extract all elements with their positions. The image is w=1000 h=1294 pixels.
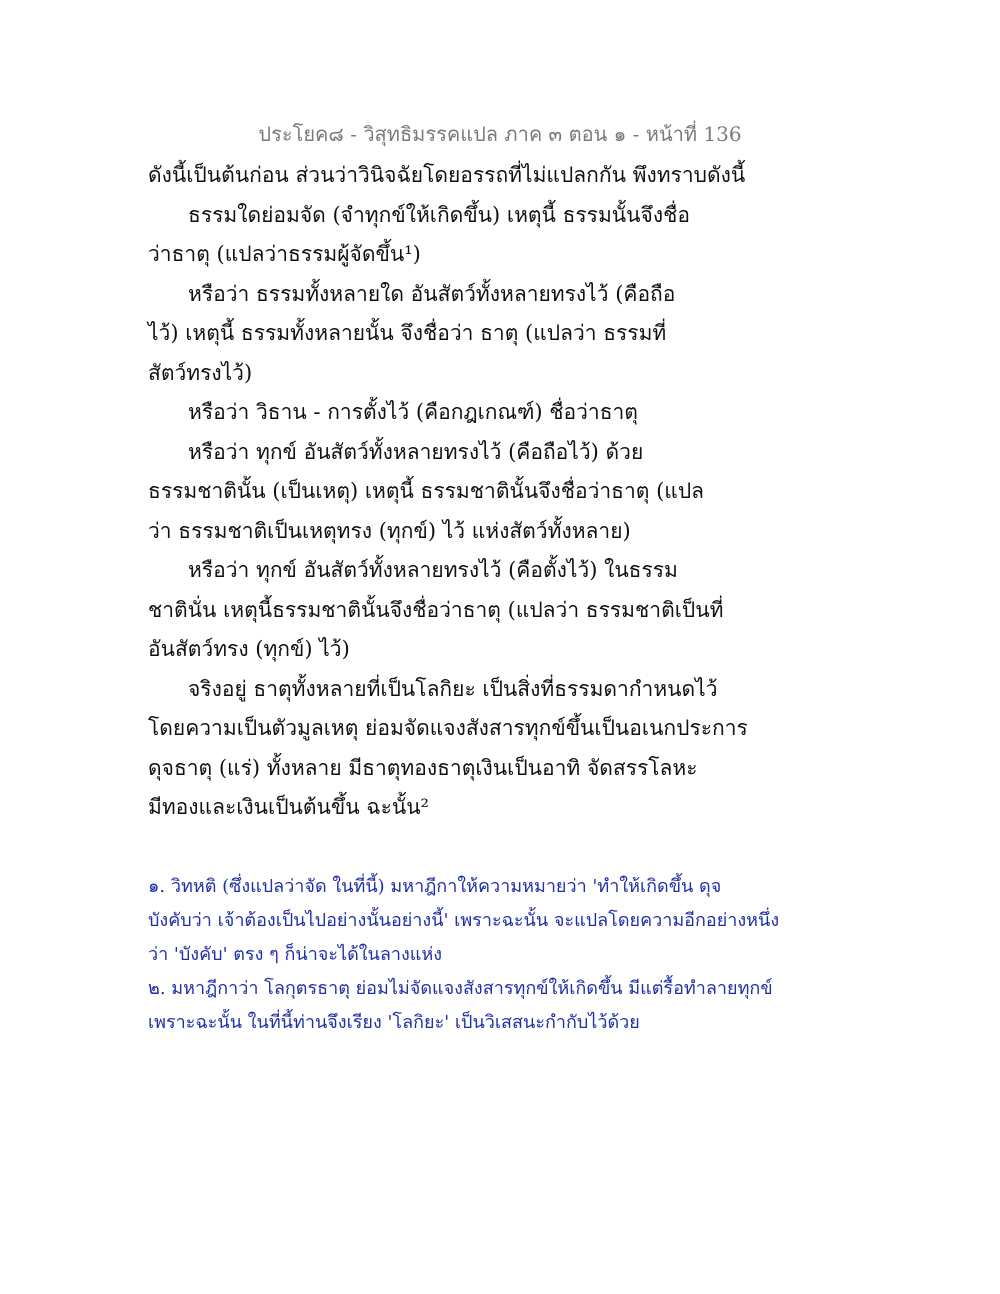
footnotes [148, 870, 788, 1040]
footnote-line: บังคับว่า เจ้าต้องเป็นไปอย่างนั้นอย่างนี้' เพราะฉะนั้น จะแปลโดยความอีกอย่างหนึ่ง [148, 910, 780, 931]
body-line: มีทองและเงินเป็นต้นขึ้น ฉะนั้น² [148, 795, 429, 819]
body-line: ดุจธาตุ (แร่) ทั้งหลาย มีธาตุทองธาตุเงินเป็นอาทิ จัดสรรโลหะ [148, 755, 698, 780]
body-line: หรือว่า ทุกข์ อันสัตว์ทั้งหลายทรงไว้ (คือถือไว้) ด้วย [188, 439, 644, 464]
body-line: ดังนี้เป็นต้นก่อน ส่วนว่าวินิจฉัยโดยอรรถที่ไม่แปลกกัน พึงทราบดังนี้ [148, 163, 746, 187]
body-text [148, 156, 748, 828]
body-line: หรือว่า ทุกข์ อันสัตว์ทั้งหลายทรงไว้ (คือตั้งไว้) ในธรรม [188, 558, 678, 582]
body-line: ว่า ธรรมชาติเป็นเหตุทรง (ทุกข์) ไว้ แห่งสัตว์ทั้งหลาย) [148, 518, 631, 543]
body-line: หรือว่า ธรรมทั้งหลายใด อันสัตว์ทั้งหลายทรงไว้ (คือถือ [188, 281, 676, 306]
footnote-line: เพราะฉะนั้น ในที่นี้ท่านจึงเรียง 'โลกิยะ' เป็นวิเสสนะกำกับไว้ด้วย [148, 1012, 640, 1033]
body-line: จริงอยู่ ธาตุทั้งหลายที่เป็นโลกิยะ เป็นสิ่งที่ธรรมดากำหนดไว้ [188, 676, 718, 701]
footnote-line: ว่า 'บังคับ' ตรง ๆ ก็น่าจะได้ในลางแห่ง [148, 944, 443, 965]
body-line: อันสัตว์ทรง (ทุกข์) ไว้) [148, 637, 350, 661]
body-line: ไว้) เหตุนี้ ธรรมทั้งหลายนั้น จึงชื่อว่า ธาตุ (แปลว่า ธรรมที่ [148, 321, 667, 345]
footnote-line: ๒. มหาฎีกาว่า โลกุตรธาตุ ย่อมไม่จัดแจงสังสารทุกข์ให้เกิดขึ้น มีแต่รื้อทำลายทุกข์ [148, 978, 773, 999]
body-line: ชาตินั่น เหตุนี้ธรรมชาตินั้นจึงชื่อว่าธาตุ (แปลว่า ธรรมชาติเป็นที่ [148, 597, 724, 622]
body-line: สัตว์ทรงไว้) [148, 360, 253, 385]
body-line: หรือว่า วิธาน - การตั้งไว้ (คือกฎเกณฑ์) ชื่อว่าธาตุ [188, 400, 638, 424]
page-header: ประโยค๘ - วิสุทธิมรรคแปล ภาค ๓ ตอน ๑ - หน้าที่ 136 [258, 122, 742, 146]
body-line: โดยความเป็นตัวมูลเหตุ ย่อมจัดแจงสังสารทุกข์ขึ้นเป็นอเนกประการ [148, 716, 748, 740]
body-line: ธรรมใดย่อมจัด (จำทุกข์ให้เกิดขึ้น) เหตุนี้ ธรรมนั้นจึงชื่อ [188, 202, 690, 227]
footnote-line: ๑. วิทหติ (ซึ่งแปลว่าจัด ในที่นี้) มหาฎีกาให้ความหมายว่า 'ทำให้เกิดขึ้น ดุจ [148, 876, 722, 897]
body-line: ว่าธาตุ (แปลว่าธรรมผู้จัดขึ้น¹) [148, 242, 421, 266]
body-line: ธรรมชาตินั้น (เป็นเหตุ) เหตุนี้ ธรรมชาตินั้นจึงชื่อว่าธาตุ (แปล [148, 479, 705, 503]
